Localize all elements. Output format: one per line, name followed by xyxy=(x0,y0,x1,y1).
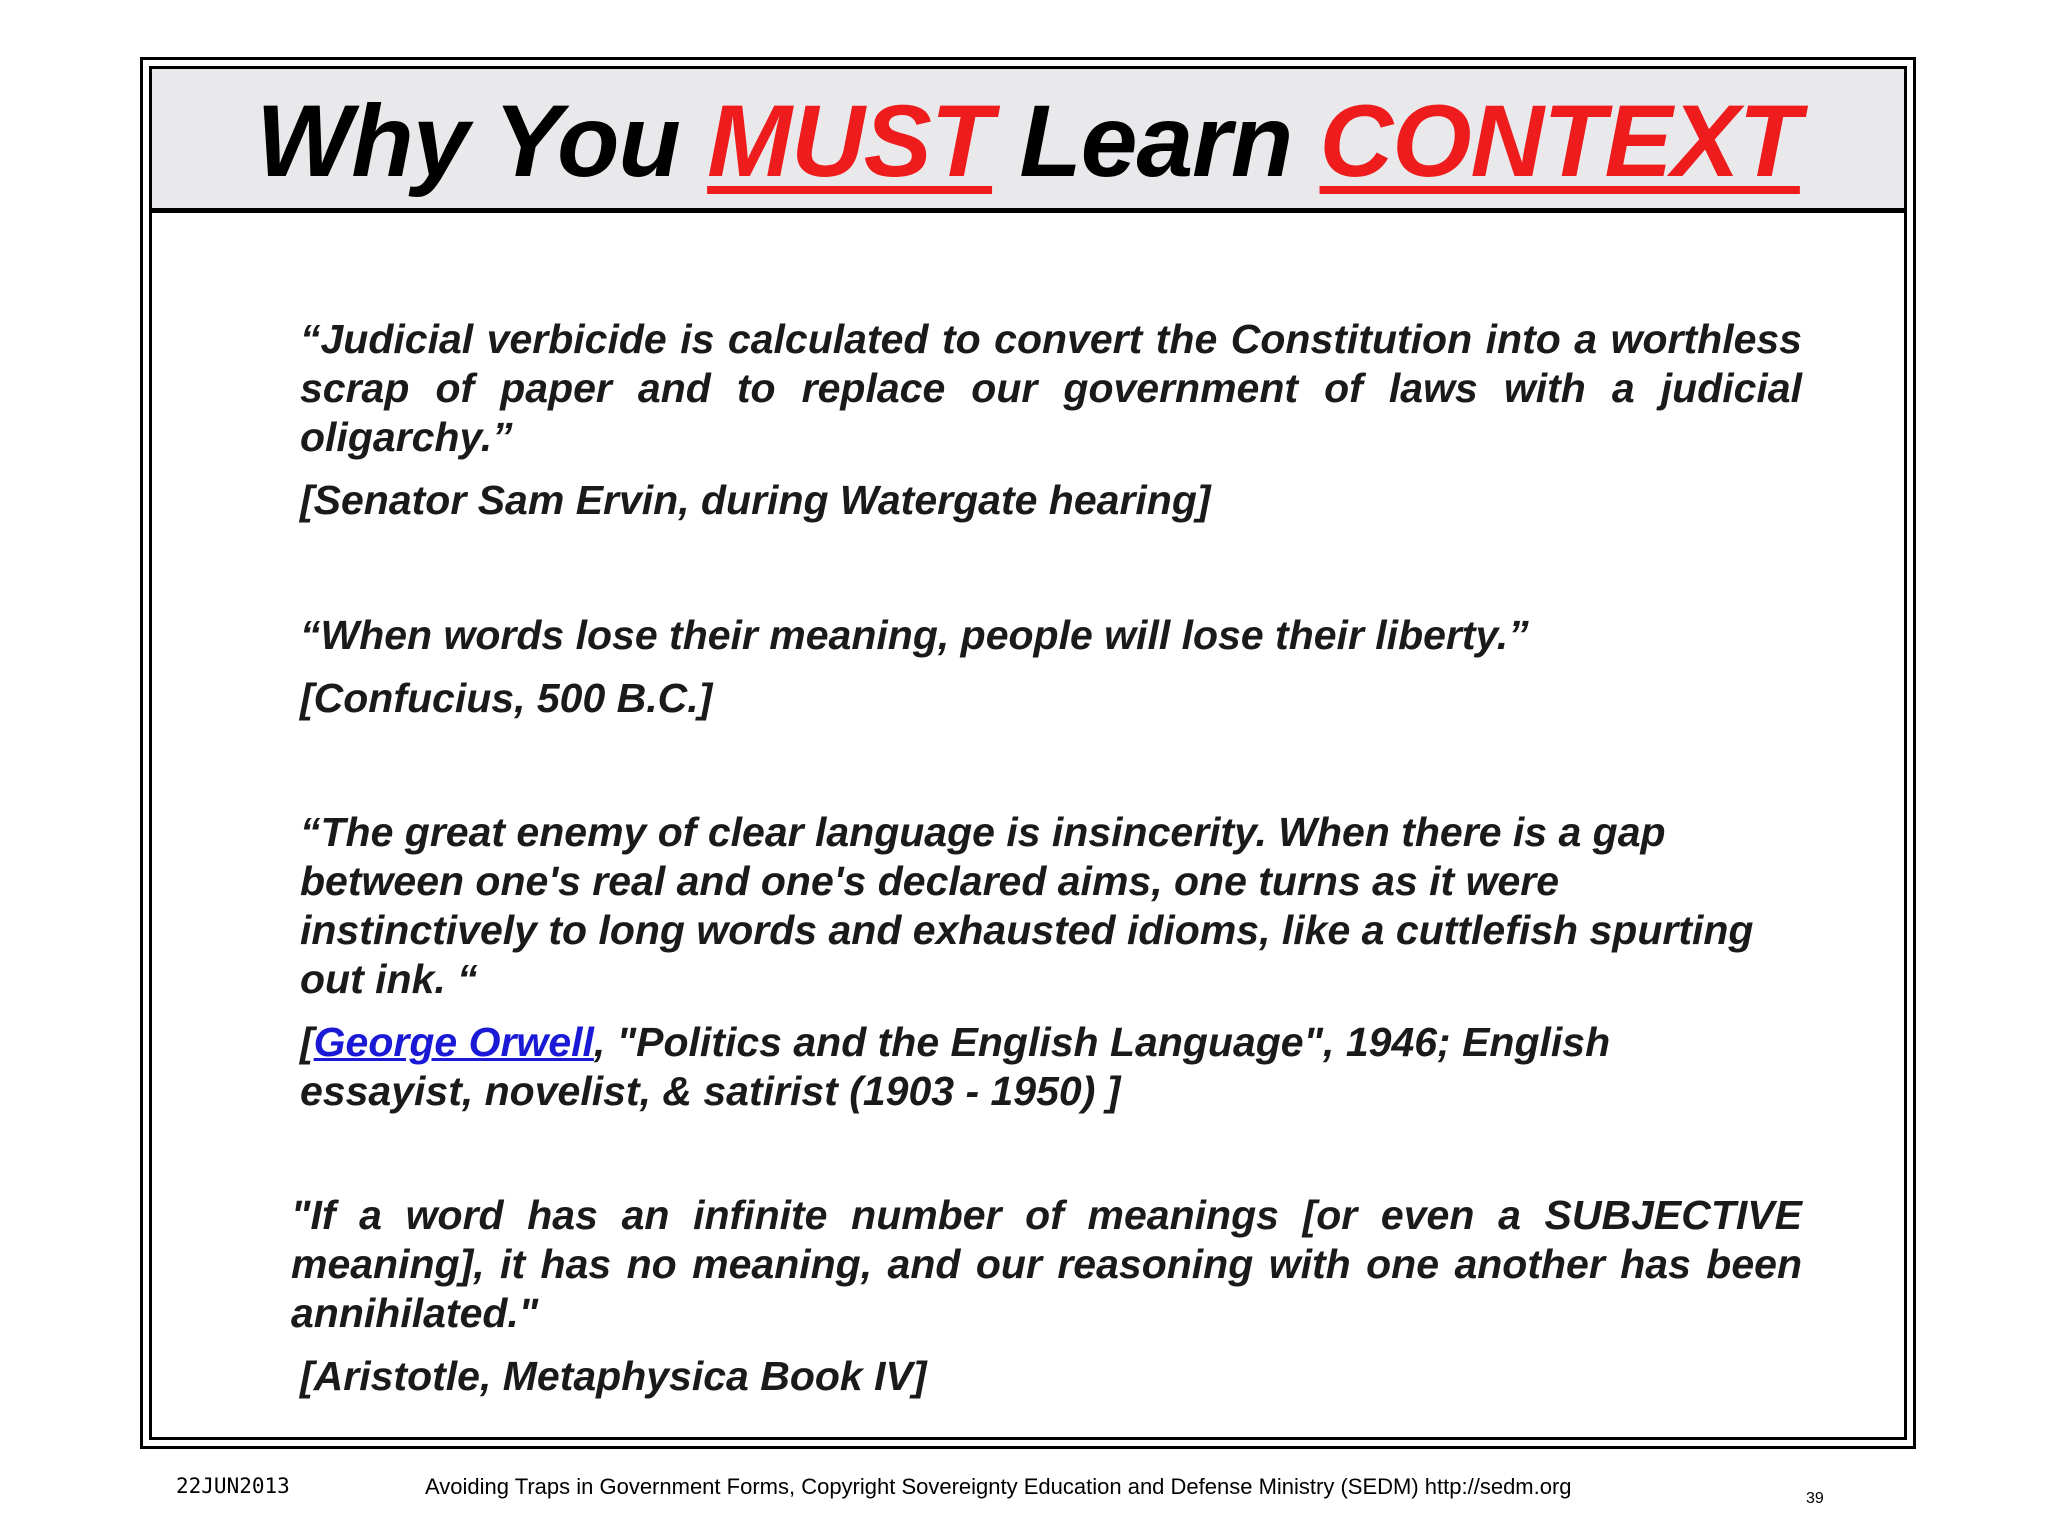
footer-date: 22JUN2013 xyxy=(176,1474,290,1498)
slide-frame xyxy=(140,57,1916,1449)
quote-text: "If a word has an infinite number of meanings [or even a SUBJECTIVE meaning], it has no meaning, and our reasoning with one another has been annihilated." xyxy=(291,1192,1802,1336)
quote-block-confucius xyxy=(300,611,1802,723)
quote-attribution: [Senator Sam Ervin, during Watergate hearing] xyxy=(300,477,1211,523)
attribution-rest: , "Politics and the English Language", 1946; English essayist, novelist, & satirist (1903 - 1950) ] xyxy=(300,1019,1611,1114)
quote-attribution: [Confucius, 500 B.C.] xyxy=(300,675,713,721)
quote-block-aristotle xyxy=(291,1191,1802,1401)
quote-attribution xyxy=(300,1018,1770,1116)
george-orwell-link[interactable]: George Orwell xyxy=(313,1019,594,1065)
quote-block-orwell xyxy=(300,808,1802,1116)
quote-attribution: [Aristotle, Metaphysica Book IV] xyxy=(300,1353,927,1399)
title-part-why-you: Why You xyxy=(256,84,708,198)
slide-inner-frame xyxy=(149,66,1907,1440)
quote-text: “Judicial verbicide is calculated to convert the Constitution into a worthless scrap of paper and to replace our government of laws with a judicial oligarchy.” xyxy=(300,316,1802,460)
slide-title xyxy=(152,69,1904,213)
title-bar xyxy=(152,69,1904,213)
quote-text: “When words lose their meaning, people will lose their liberty.” xyxy=(300,612,1529,658)
title-part-learn: Learn xyxy=(992,84,1320,198)
title-emphasis-context: CONTEXT xyxy=(1319,84,1800,198)
quote-text: “The great enemy of clear language is insincerity. When there is a gap between one's real and one's declared aims, one turns as it were instinctively to long words and exhausted idioms, like a cuttlefish spurting out ink. “ xyxy=(300,809,1754,1002)
footer-credit: Avoiding Traps in Government Forms, Copyright Sovereignty Education and Defense Ministry (SEDM) http://sedm.org xyxy=(425,1474,1572,1499)
attribution-open-bracket: [ xyxy=(300,1019,314,1065)
page-number: 39 xyxy=(1806,1490,1824,1507)
title-emphasis-must: MUST xyxy=(707,84,993,198)
quote-block-ervin xyxy=(300,315,1802,525)
